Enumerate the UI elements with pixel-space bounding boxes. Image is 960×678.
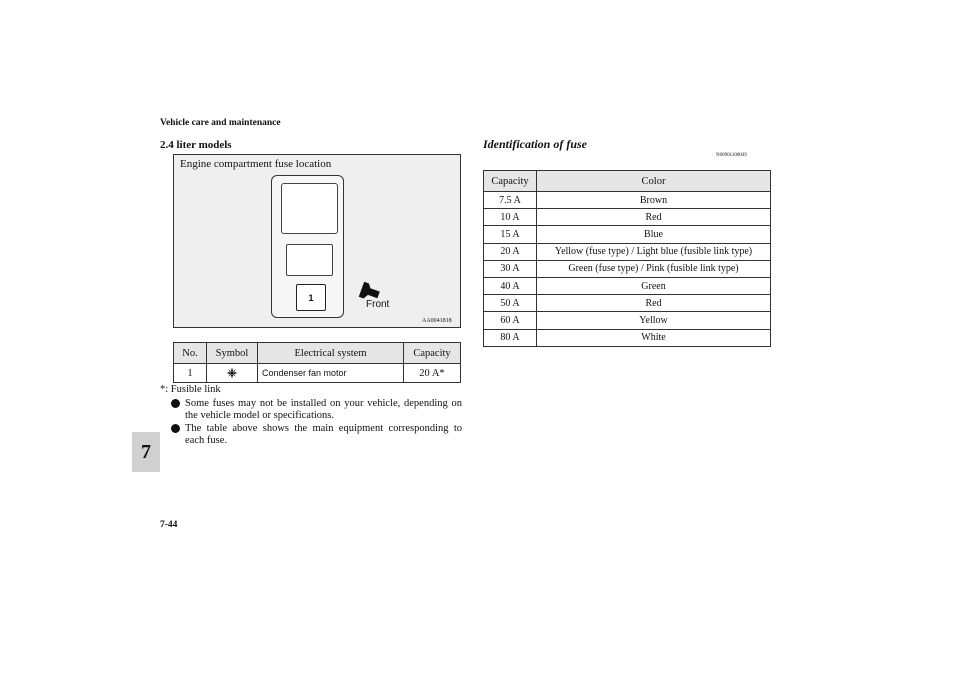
fuse-table [173, 342, 461, 383]
fuse-block-large [281, 183, 338, 234]
column-header-electrical-system: Electrical system [258, 343, 404, 364]
list-item [170, 423, 462, 447]
column-header-color: Color [537, 171, 771, 192]
color-cell: Yellow [537, 312, 771, 329]
page-number: 7-44 [160, 520, 178, 530]
table-row [484, 277, 771, 294]
fan-icon [226, 367, 238, 379]
capacity-cell: 50 A [484, 295, 537, 312]
capacity-cell: 30 A [484, 260, 537, 277]
identification-code: N00901100049 [716, 153, 747, 158]
fuse-number: 1 [174, 364, 207, 383]
color-cell: White [537, 329, 771, 346]
bullet-text: The table above shows the main equipment corresponding to each fuse. [185, 423, 462, 446]
color-cell: Blue [537, 226, 771, 243]
footnote: *: Fusible link [160, 384, 221, 395]
color-cell: Green (fuse type) / Pink (fusible link type) [537, 260, 771, 277]
color-cell: Brown [537, 192, 771, 209]
table-row [484, 192, 771, 209]
color-cell: Red [537, 209, 771, 226]
fuse-color-table [483, 170, 771, 347]
table-row [484, 260, 771, 277]
column-header-symbol: Symbol [207, 343, 258, 364]
color-cell: Red [537, 295, 771, 312]
electrical-system: Condenser fan motor [258, 364, 404, 383]
fuse-slot-1: 1 [296, 284, 326, 311]
table-header-row [174, 343, 461, 364]
capacity-cell: 15 A [484, 226, 537, 243]
section-title: 2.4 liter models [160, 139, 232, 151]
capacity-cell: 7.5 A [484, 192, 537, 209]
identification-title: Identification of fuse [483, 137, 587, 151]
table-row [484, 226, 771, 243]
figure-caption: Engine compartment fuse location [180, 158, 332, 170]
capacity-cell: 10 A [484, 209, 537, 226]
capacity-cell: 80 A [484, 329, 537, 346]
table-row [174, 364, 461, 383]
table-row [484, 243, 771, 260]
capacity-cell: 20 A [484, 243, 537, 260]
table-row [484, 209, 771, 226]
column-header-capacity: Capacity [484, 171, 537, 192]
bullet-icon [171, 399, 180, 408]
capacity-cell: 60 A [484, 312, 537, 329]
bullet-icon [171, 424, 180, 433]
table-row [484, 329, 771, 346]
symbol-cell [207, 364, 258, 383]
figure-code: AA0041818 [422, 318, 452, 324]
bullet-text: Some fuses may not be installed on your vehicle, depending on the vehicle model or specifications. [185, 398, 462, 421]
table-row [484, 312, 771, 329]
capacity-cell: 40 A [484, 277, 537, 294]
header-title: Vehicle care and maintenance [160, 118, 281, 128]
fuse-block-medium [286, 244, 333, 276]
column-header-no: No. [174, 343, 207, 364]
table-header-row [484, 171, 771, 192]
capacity: 20 A* [404, 364, 461, 383]
chapter-tab: 7 [132, 432, 160, 472]
table-row [484, 295, 771, 312]
front-label: Front [366, 299, 390, 310]
column-header-capacity: Capacity [404, 343, 461, 364]
list-item [170, 398, 462, 422]
bullet-list [170, 398, 462, 448]
color-cell: Yellow (fuse type) / Light blue (fusible link type) [537, 243, 771, 260]
color-cell: Green [537, 277, 771, 294]
